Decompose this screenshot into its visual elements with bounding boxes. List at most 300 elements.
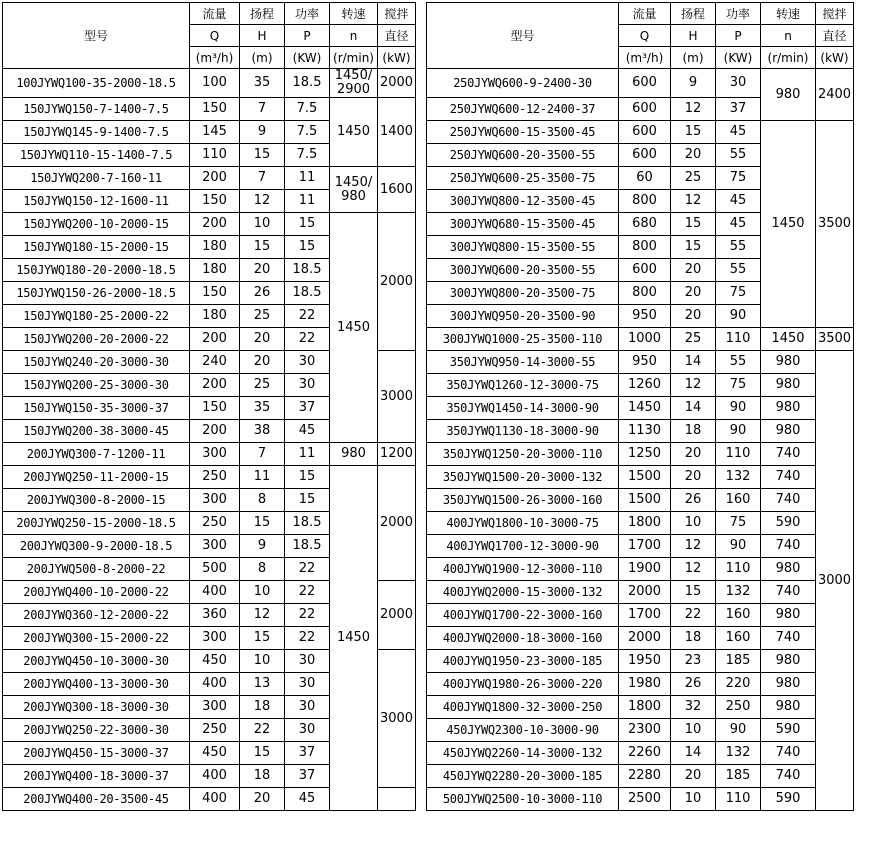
head-value: 12 [671,558,716,581]
pump-model: 150JYWQ200-25-3000-30 [3,374,190,397]
flow-value: 200 [190,213,240,236]
left-header-power-symbol: P [285,25,330,47]
power-value: 30 [285,351,330,374]
right-header-mixer-name: 搅拌 [816,3,854,25]
head-value: 35 [240,69,285,98]
mixer-diameter-value: 2000 [378,466,416,581]
pump-model: 350JYWQ1250-20-3000-110 [427,443,619,466]
flow-value: 1450 [619,397,671,420]
power-value: 15 [285,489,330,512]
head-value: 20 [671,765,716,788]
pump-model: 450JYWQ2300-10-3000-90 [427,719,619,742]
head-value: 12 [671,190,716,213]
power-value: 22 [285,604,330,627]
speed-value: 740 [761,627,816,650]
mixer-diameter-value: 3000 [816,351,854,811]
head-value: 26 [240,282,285,305]
speed-value: 1450 [330,466,378,811]
pump-model: 400JYWQ1900-12-3000-110 [427,558,619,581]
head-value: 35 [240,397,285,420]
power-value: 22 [285,328,330,351]
head-value: 15 [671,236,716,259]
right-header-speed-symbol: n [761,25,816,47]
flow-value: 1250 [619,443,671,466]
power-value: 75 [716,512,761,535]
flow-value: 200 [190,328,240,351]
speed-value: 740 [761,466,816,489]
pump-model: 150JYWQ180-15-2000-15 [3,236,190,259]
pump-model: 250JYWQ600-12-2400-37 [427,98,619,121]
flow-value: 250 [190,466,240,489]
flow-value: 2000 [619,581,671,604]
table-row [3,535,854,558]
pump-model: 150JYWQ150-26-2000-18.5 [3,282,190,305]
speed-value: 1450 [330,213,378,443]
power-value: 30 [285,696,330,719]
speed-value: 980 [761,604,816,627]
right-header-head-symbol: H [671,25,716,47]
flow-value: 180 [190,305,240,328]
head-value: 15 [240,236,285,259]
left-header-mixer-name: 搅拌 [378,3,416,25]
speed-value: 980 [761,696,816,719]
left-header-model: 型号 [3,3,190,69]
speed-value: 980 [761,397,816,420]
pump-model: 400JYWQ1980-26-3000-220 [427,673,619,696]
table-row [3,443,854,466]
flow-value: 1700 [619,604,671,627]
head-value: 15 [240,742,285,765]
speed-value: 980 [761,69,816,121]
mixer-diameter-value: 3000 [378,351,416,443]
head-value: 15 [240,512,285,535]
power-value: 7.5 [285,121,330,144]
flow-value: 60 [619,167,671,190]
pump-model: 450JYWQ2260-14-3000-132 [427,742,619,765]
table-row [3,558,854,581]
flow-value: 400 [190,765,240,788]
power-value: 22 [285,558,330,581]
flow-value: 360 [190,604,240,627]
pump-model: 150JYWQ150-35-3000-37 [3,397,190,420]
head-value: 12 [240,190,285,213]
head-value: 20 [240,788,285,811]
flow-value: 400 [190,581,240,604]
speed-value: 1450 [330,98,378,167]
speed-value: 740 [761,581,816,604]
pump-model: 350JYWQ1130-18-3000-90 [427,420,619,443]
mixer-diameter-value: 2000 [378,213,416,351]
flow-value: 300 [190,535,240,558]
power-value: 90 [716,397,761,420]
pump-model: 350JYWQ1450-14-3000-90 [427,397,619,420]
left-header-power-name: 功率 [285,3,330,25]
power-value: 22 [285,581,330,604]
power-value: 45 [285,788,330,811]
pump-model: 300JYWQ680-15-3500-45 [427,213,619,236]
flow-value: 300 [190,443,240,466]
power-value: 30 [285,673,330,696]
left-header-power-unit: (KW) [285,47,330,69]
pump-model: 200JYWQ360-12-2000-22 [3,604,190,627]
head-value: 10 [240,581,285,604]
power-value: 185 [716,650,761,673]
flow-value: 1800 [619,512,671,535]
head-value: 18 [671,420,716,443]
speed-value: 590 [761,512,816,535]
table-row [3,144,854,167]
power-value: 45 [716,190,761,213]
flow-value: 1800 [619,696,671,719]
flow-value: 400 [190,673,240,696]
right-header-speed-unit: (r/min) [761,47,816,69]
flow-value: 200 [190,374,240,397]
head-value: 15 [240,627,285,650]
pump-model: 100JYWQ100-35-2000-18.5 [3,69,190,98]
power-value: 160 [716,489,761,512]
left-header-speed-unit: (r/min) [330,47,378,69]
head-value: 20 [671,466,716,489]
flow-value: 400 [190,788,240,811]
flow-value: 200 [190,167,240,190]
power-value: 132 [716,581,761,604]
speed-value: 1450/ 2900 [330,69,378,98]
column-gap [416,3,427,69]
pump-model: 400JYWQ2000-15-3000-132 [427,581,619,604]
power-value: 15 [285,213,330,236]
speed-value: 980 [761,374,816,397]
pump-model: 250JYWQ600-20-3500-55 [427,144,619,167]
pump-model: 350JYWQ1500-26-3000-160 [427,489,619,512]
head-value: 12 [671,535,716,558]
pump-model: 200JYWQ300-18-3000-30 [3,696,190,719]
pump-model: 400JYWQ1950-23-3000-185 [427,650,619,673]
head-value: 25 [240,305,285,328]
pump-model: 200JYWQ450-10-3000-30 [3,650,190,673]
flow-value: 600 [619,98,671,121]
table-row [3,167,854,190]
pump-model: 200JYWQ500-8-2000-22 [3,558,190,581]
speed-value: 980 [761,420,816,443]
table-row [3,98,854,121]
table-row [3,650,854,673]
power-value: 75 [716,374,761,397]
pump-model: 150JYWQ150-7-1400-7.5 [3,98,190,121]
power-value: 90 [716,420,761,443]
table-row [3,328,854,351]
table-row [3,466,854,489]
power-value: 30 [285,374,330,397]
flow-value: 950 [619,305,671,328]
table-row [3,489,854,512]
flow-value: 2260 [619,742,671,765]
head-value: 11 [240,466,285,489]
right-header-power-name: 功率 [716,3,761,25]
right-header-flow-unit: (m³/h) [619,47,671,69]
power-value: 132 [716,466,761,489]
head-value: 10 [671,788,716,811]
power-value: 18.5 [285,535,330,558]
pump-model: 150JYWQ180-20-2000-18.5 [3,259,190,282]
left-header-head-name: 扬程 [240,3,285,25]
pump-model: 150JYWQ110-15-1400-7.5 [3,144,190,167]
pump-model: 450JYWQ2280-20-3000-185 [427,765,619,788]
head-value: 18 [240,696,285,719]
speed-value: 1450 [761,121,816,328]
flow-value: 800 [619,190,671,213]
speed-value: 1450 [761,328,816,351]
speed-value: 590 [761,788,816,811]
pump-model: 200JYWQ400-10-2000-22 [3,581,190,604]
pump-model: 150JYWQ180-25-2000-22 [3,305,190,328]
power-value: 18.5 [285,69,330,98]
pump-model: 200JYWQ300-8-2000-15 [3,489,190,512]
table-row [3,512,854,535]
mixer-diameter-value: 2000 [378,581,416,650]
head-value: 7 [240,167,285,190]
right-header-mixer-symbol: 直径 [816,25,854,47]
head-value: 10 [240,650,285,673]
speed-value: 740 [761,765,816,788]
power-value: 30 [285,719,330,742]
flow-value: 100 [190,69,240,98]
power-value: 55 [716,236,761,259]
table-row [3,69,854,98]
left-header-speed-name: 转速 [330,3,378,25]
left-header-flow-unit: (m³/h) [190,47,240,69]
head-value: 8 [240,558,285,581]
flow-value: 2280 [619,765,671,788]
head-value: 18 [671,627,716,650]
power-value: 55 [716,351,761,374]
head-value: 9 [240,121,285,144]
right-header-model: 型号 [427,3,619,69]
flow-value: 950 [619,351,671,374]
power-value: 7.5 [285,98,330,121]
left-header-mixer-symbol: 直径 [378,25,416,47]
head-value: 20 [240,328,285,351]
power-value: 90 [716,719,761,742]
power-value: 90 [716,305,761,328]
power-value: 18.5 [285,259,330,282]
mixer-diameter-value: 1400 [378,98,416,167]
table-row [3,374,854,397]
table-row [3,259,854,282]
power-value: 185 [716,765,761,788]
left-header-mixer-unit: (kW) [378,47,416,69]
right-header-head-name: 扬程 [671,3,716,25]
power-value: 37 [285,765,330,788]
power-value: 45 [285,420,330,443]
pump-model: 300JYWQ800-15-3500-55 [427,236,619,259]
flow-value: 150 [190,98,240,121]
flow-value: 1950 [619,650,671,673]
head-value: 20 [240,259,285,282]
power-value: 30 [285,650,330,673]
head-value: 26 [671,489,716,512]
flow-value: 145 [190,121,240,144]
power-value: 7.5 [285,144,330,167]
head-value: 25 [671,167,716,190]
table-row [3,604,854,627]
flow-value: 450 [190,742,240,765]
pump-model: 400JYWQ1800-32-3000-250 [427,696,619,719]
flow-value: 600 [619,144,671,167]
flow-value: 250 [190,512,240,535]
head-value: 18 [240,765,285,788]
table-row [3,305,854,328]
pump-model: 250JYWQ600-25-3500-75 [427,167,619,190]
flow-value: 1130 [619,420,671,443]
pump-model: 150JYWQ150-12-1600-11 [3,190,190,213]
power-value: 75 [716,167,761,190]
left-header-head-unit: (m) [240,47,285,69]
head-value: 25 [240,374,285,397]
pump-model: 350JYWQ950-14-3000-55 [427,351,619,374]
flow-value: 600 [619,259,671,282]
flow-value: 450 [190,650,240,673]
pump-model: 400JYWQ2000-18-3000-160 [427,627,619,650]
pump-model: 350JYWQ1500-20-3000-132 [427,466,619,489]
table-row [3,581,854,604]
pump-model: 350JYWQ1260-12-3000-75 [427,374,619,397]
power-value: 220 [716,673,761,696]
pump-model: 300JYWQ600-20-3500-55 [427,259,619,282]
flow-value: 300 [190,627,240,650]
flow-value: 200 [190,420,240,443]
head-value: 15 [671,121,716,144]
pump-model: 200JYWQ300-7-1200-11 [3,443,190,466]
power-value: 11 [285,167,330,190]
head-value: 22 [240,719,285,742]
flow-value: 800 [619,282,671,305]
speed-value: 740 [761,489,816,512]
flow-value: 500 [190,558,240,581]
pump-model: 150JYWQ145-9-1400-7.5 [3,121,190,144]
right-header-mixer-unit: (kW) [816,47,854,69]
head-value: 13 [240,673,285,696]
pump-model: 400JYWQ1700-22-3000-160 [427,604,619,627]
head-value: 32 [671,696,716,719]
power-value: 110 [716,328,761,351]
pump-model: 300JYWQ800-20-3500-75 [427,282,619,305]
table-row [3,121,854,144]
speed-value: 1450/ 980 [330,167,378,213]
pump-model: 200JYWQ300-9-2000-18.5 [3,535,190,558]
head-value: 12 [240,604,285,627]
table-row [3,351,854,374]
flow-value: 110 [190,144,240,167]
pump-model: 200JYWQ300-15-2000-22 [3,627,190,650]
flow-value: 2000 [619,627,671,650]
pump-model: 150JYWQ200-7-160-11 [3,167,190,190]
flow-value: 180 [190,259,240,282]
power-value: 45 [716,121,761,144]
pump-model: 150JYWQ200-10-2000-15 [3,213,190,236]
left-header-head-symbol: H [240,25,285,47]
head-value: 25 [671,328,716,351]
pump-model: 300JYWQ950-20-3500-90 [427,305,619,328]
flow-value: 2500 [619,788,671,811]
power-value: 110 [716,558,761,581]
speed-value: 980 [330,443,378,466]
pump-model: 200JYWQ400-20-3500-45 [3,788,190,811]
head-value: 23 [671,650,716,673]
left-header-speed-symbol: n [330,25,378,47]
flow-value: 1500 [619,466,671,489]
power-value: 55 [716,259,761,282]
power-value: 30 [716,69,761,98]
flow-value: 180 [190,236,240,259]
flow-value: 600 [619,69,671,98]
flow-value: 680 [619,213,671,236]
head-value: 10 [240,213,285,236]
table-row [3,420,854,443]
pump-model: 200JYWQ250-15-2000-18.5 [3,512,190,535]
head-value: 8 [240,489,285,512]
mixer-diameter-value [378,788,416,811]
mixer-diameter-value: 1200 [378,443,416,466]
head-value: 20 [240,351,285,374]
power-value: 37 [716,98,761,121]
flow-value: 1260 [619,374,671,397]
column-gap [416,69,427,811]
power-value: 15 [285,236,330,259]
power-value: 90 [716,535,761,558]
power-value: 110 [716,443,761,466]
flow-value: 800 [619,236,671,259]
pump-model: 250JYWQ600-9-2400-30 [427,69,619,98]
pump-model: 250JYWQ600-15-3500-45 [427,121,619,144]
flow-value: 1980 [619,673,671,696]
head-value: 20 [671,443,716,466]
pump-model: 500JYWQ2500-10-3000-110 [427,788,619,811]
flow-value: 300 [190,489,240,512]
pump-model: 150JYWQ200-38-3000-45 [3,420,190,443]
head-value: 14 [671,397,716,420]
speed-value: 980 [761,351,816,374]
pump-model: 200JYWQ400-13-3000-30 [3,673,190,696]
mixer-diameter-value: 3500 [816,328,854,351]
pump-model: 200JYWQ250-11-2000-15 [3,466,190,489]
head-value: 22 [671,604,716,627]
pump-model: 200JYWQ450-15-3000-37 [3,742,190,765]
pump-model: 400JYWQ1700-12-3000-90 [427,535,619,558]
right-header-flow-symbol: Q [619,25,671,47]
power-value: 45 [716,213,761,236]
pump-model: 200JYWQ400-18-3000-37 [3,765,190,788]
head-value: 14 [671,351,716,374]
head-value: 7 [240,443,285,466]
head-value: 15 [671,213,716,236]
mixer-diameter-value: 2000 [378,69,416,98]
speed-value: 980 [761,650,816,673]
power-value: 18.5 [285,282,330,305]
right-header-flow-name: 流量 [619,3,671,25]
pump-spec-table [2,2,854,811]
table-row [3,627,854,650]
power-value: 160 [716,604,761,627]
table-row [3,696,854,719]
head-value: 9 [240,535,285,558]
table-row [3,282,854,305]
head-value: 15 [240,144,285,167]
table-row [3,788,854,811]
mixer-diameter-value: 2400 [816,69,854,121]
head-value: 9 [671,69,716,98]
power-value: 22 [285,627,330,650]
power-value: 18.5 [285,512,330,535]
